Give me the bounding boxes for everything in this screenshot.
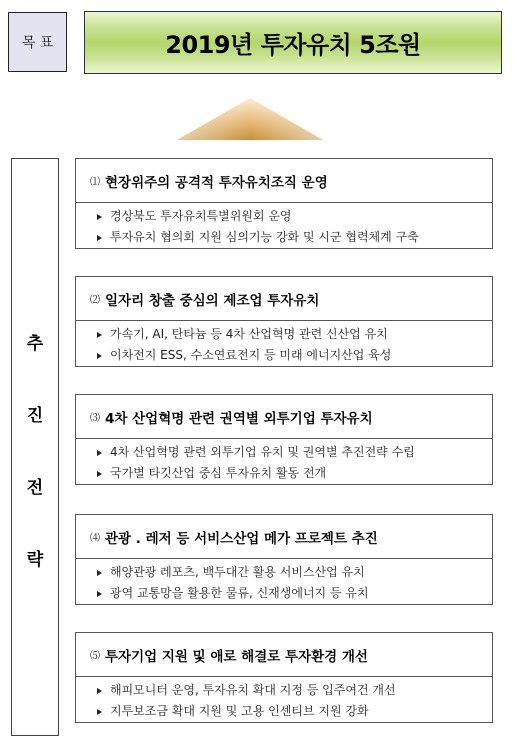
strategy-title: 투자기업 지원 및 애로 해결로 투자환경 개선 — [105, 648, 368, 665]
bullet-text: 4차 산업혁명 관련 외투기업 유치 및 권역별 추진전략 수립 — [110, 445, 415, 459]
goal-label-text: 목 표 — [21, 35, 54, 51]
strategy-number: ⑷ — [90, 533, 100, 544]
strategy-heading — [75, 276, 493, 320]
strategy-block-3 — [75, 394, 493, 485]
bullet-triangle-icon — [97, 450, 102, 456]
strategy-bullets — [75, 438, 493, 485]
strategy-block-4 — [75, 514, 493, 605]
bullet-triangle-icon — [97, 214, 102, 220]
bullet-text: 이차전지 ESS, 수소연료전지 등 미래 에너지산업 육성 — [110, 348, 392, 362]
strategy-title: 현장위주의 공격적 투자유치조직 운영 — [105, 174, 328, 191]
strategy-bullets — [75, 202, 493, 249]
bullet-item — [110, 463, 492, 484]
strategy-label-char: 략 — [26, 550, 44, 570]
bullet-item — [110, 227, 492, 248]
goal-label — [8, 12, 67, 72]
bullet-text: 투자유치 협의회 지원 심의기능 강화 및 시군 협력체계 구축 — [110, 230, 419, 244]
bullet-triangle-icon — [97, 235, 102, 241]
goal-title-text: 2019년 투자유치 5조원 — [165, 31, 421, 59]
strategy-block-1 — [75, 158, 493, 249]
strategy-number: ⑸ — [90, 651, 100, 662]
bullet-triangle-icon — [97, 353, 102, 359]
strategy-title: 일자리 창출 중심의 제조업 투자유치 — [105, 292, 320, 309]
strategy-number: ⑴ — [90, 177, 100, 188]
bullet-item — [110, 680, 492, 701]
strategy-bullets — [75, 320, 493, 367]
strategy-title: 관광 . 레저 등 서비스산업 메가 프로젝트 추진 — [105, 530, 378, 547]
strategy-heading — [75, 158, 493, 202]
bullet-item — [110, 562, 492, 583]
up-arrow-icon — [175, 96, 325, 142]
bullet-text: 경상북도 투자유치특별위원회 운영 — [110, 209, 292, 223]
strategy-label-char: 진 — [26, 406, 44, 426]
bullet-item — [110, 345, 492, 366]
bullet-triangle-icon — [97, 688, 102, 694]
bullet-triangle-icon — [97, 332, 102, 338]
strategy-heading — [75, 394, 493, 438]
bullet-item — [110, 442, 492, 463]
bullet-text: 해양관광 레포츠, 백두대간 활용 서비스산업 유치 — [110, 565, 365, 579]
bullet-item — [110, 701, 492, 722]
bullet-item — [110, 206, 492, 227]
strategy-heading — [75, 514, 493, 558]
bullet-text: 가속기, AI, 탄타늄 등 4차 산업혁명 관련 신산업 유치 — [110, 327, 388, 341]
strategy-label — [11, 158, 59, 736]
strategy-block-2 — [75, 276, 493, 367]
bullet-text: 지투보조금 확대 지원 및 고용 인센티브 지원 강화 — [110, 704, 369, 718]
bullet-text: 국가별 타깃산업 중심 투자유치 활동 전개 — [110, 466, 327, 480]
goal-title — [84, 11, 502, 74]
bullet-text: 광역 교통망을 활용한 물류, 신재생에너지 등 유치 — [110, 586, 369, 600]
bullet-triangle-icon — [97, 570, 102, 576]
strategy-label-char: 전 — [26, 478, 44, 498]
strategy-heading — [75, 632, 493, 676]
strategy-number: ⑶ — [90, 413, 100, 424]
strategy-block-5 — [75, 632, 493, 723]
bullet-text: 해피모니터 운영, 투자유치 확대 지정 등 입주여건 개선 — [110, 683, 396, 697]
strategy-label-char: 추 — [26, 334, 44, 354]
strategy-bullets — [75, 676, 493, 723]
bullet-triangle-icon — [97, 471, 102, 477]
strategy-title: 4차 산업혁명 관련 권역별 외투기업 투자유치 — [105, 410, 373, 427]
bullet-item — [110, 583, 492, 604]
bullet-item — [110, 324, 492, 345]
bullet-triangle-icon — [97, 709, 102, 715]
strategy-bullets — [75, 558, 493, 605]
bullet-triangle-icon — [97, 591, 102, 597]
strategy-number: ⑵ — [90, 295, 100, 306]
